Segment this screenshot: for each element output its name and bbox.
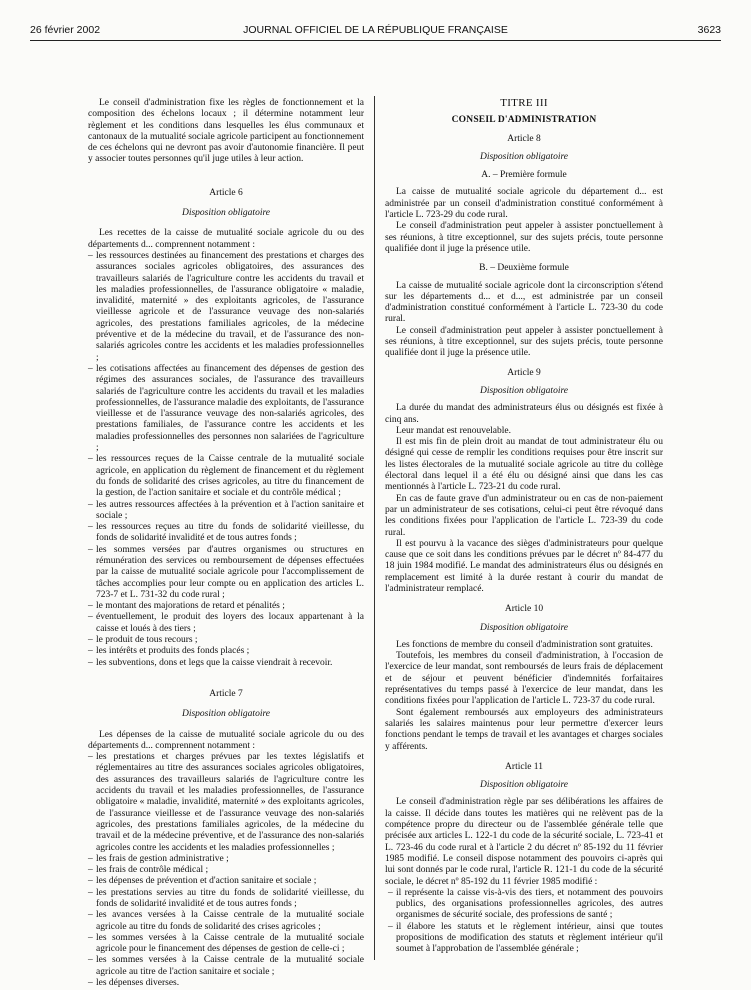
article-9-subheading: Disposition obligatoire bbox=[479, 385, 569, 396]
article-8-a-paragraph-2: Le conseil d'administration peut appeler à assister ponctuellement à ses réunions, à titre exceptionnel, sur des sujets précis, toute personne qualifiée dont il juge la présence utile. bbox=[385, 221, 663, 254]
titre-subheading: CONSEIL D'ADMINISTRATION bbox=[451, 115, 597, 126]
article-10-paragraph-1: Les fonctions de membre du conseil d'administration sont gratuites. bbox=[396, 639, 653, 650]
article-8-subheading: Disposition obligatoire bbox=[479, 151, 569, 162]
article-9-paragraph-3: Il est mis fin de plein droit au mandat de tout administrateur élu ou désigné qui cesse de remplir les conditions requises pour être inscrit sur les listes électorales de la mutualité sociale agricole au titre du collège électoral dans lequel il a été élu ou désigné ainsi que dans les cas mentionnés à l'article L. 723-21 du code rural. bbox=[385, 437, 663, 493]
list-item: – les avances versées à la Caisse centrale de la mutualité sociale agricole au titre du fonds de solidarité des crises agricoles ; bbox=[88, 910, 364, 933]
list-item: – les autres ressources affectées à la prévention et à l'action sanitaire et sociale ; bbox=[88, 500, 364, 523]
article-9-heading: Article 9 bbox=[507, 367, 541, 378]
article-11-list bbox=[385, 888, 663, 956]
article-9-paragraph-2: Leur mandat est renouvelable. bbox=[396, 425, 512, 436]
article-10-paragraph-2: Toutefois, les membres du conseil d'administration, à l'occasion de l'exercice de leur mandat, sont remboursés de leurs frais de déplacement et de séjour et peuvent bénéficier d'indemnités forfaitaires représentatives du temps passé à l'exercice de leur mandat, dans les conditions fixées pour l'application de l'article L. 723-37 du code rural. bbox=[385, 651, 663, 707]
list-item: – les sommes versées à la Caisse centrale de la mutualité sociale agricole au titre de l'action sanitaire et sociale ; bbox=[88, 955, 364, 978]
article-8-formula-a-heading: A. – Première formule bbox=[481, 170, 567, 181]
article-6-heading: Article 6 bbox=[209, 187, 243, 198]
article-8-formula-b-heading: B. – Deuxième formule bbox=[479, 263, 569, 274]
article-7-intro: Les dépenses de la caisse de mutualité sociale agricole du ou des départements d... comprennent notamment : bbox=[88, 729, 364, 751]
left-column bbox=[88, 98, 364, 989]
list-item: – le produit de tous recours ; bbox=[88, 635, 364, 646]
list-item: – les ressources reçues au titre du fonds de solidarité vieillesse, du fonds de solidarité invalidité et de tous autres fonds ; bbox=[88, 522, 364, 545]
article-9-paragraph-4: En cas de faute grave d'un administrateur ou en cas de non-paiement par un administrateur de ses cotisations, celui-ci peut être révoqué dans les conditions fixées pour l'application de l'article L. 723-39 du code rural. bbox=[385, 493, 663, 538]
header-page-number: 3623 bbox=[697, 24, 721, 36]
article-6-list bbox=[88, 251, 364, 669]
article-6-intro: Les recettes de la caisse de mutualité sociale agricole du ou des départements d... comprennent notamment : bbox=[88, 228, 364, 250]
running-header bbox=[30, 23, 721, 37]
list-item: – les cotisations affectées au financement des dépenses de gestion des régimes des assurances sociales, de l'assurance des travailleurs salariés de l'agriculture contre les accidents du travail et les maladies professionnelles, de l'assurance maladie des exploitants, de l'assurance vieillesse et de l'assurance veuvage des non-salariés agricoles, des prestations familiales, de l'assurance contre les accidents et les maladies professionnelles des personnes non salariées de l'agriculture ; bbox=[88, 364, 364, 454]
article-10-paragraph-3: Sont également remboursés aux employeurs des administrateurs salariés les salaires maintenus pour leur permettre d'exercer leurs fonctions pendant le temps de travail et les avantages et charges sociales y afférents. bbox=[385, 707, 663, 752]
article-7-list bbox=[88, 752, 364, 989]
article-11-paragraph-1: Le conseil d'administration règle par ses délibérations les affaires de la caisse. Il décide dans toutes les matières qui ne relèvent pas de la compétence propre du directeur ou de l'assemblée générale telle que précisée aux articles L. 122-1 du code de la sécurité sociale, L. 723-41 et L. 723-46 du code rural et à l'article 2 du décret nº 85-192 du 11 février 1985 modifié. Le conseil dispose notamment des pouvoirs ci-après qui lui sont donnés par le code rural, l'article R. 121-1 du code de la sécurité sociale, le décret nº 85-192 du 11 février 1985 modifié : bbox=[385, 797, 663, 887]
list-item: – le montant des majorations de retard et pénalités ; bbox=[88, 601, 364, 612]
article-7-subheading: Disposition obligatoire bbox=[181, 709, 271, 720]
header-date: 26 février 2002 bbox=[30, 24, 101, 36]
list-item: – les dépenses de prévention et d'action sanitaire et sociale ; bbox=[88, 876, 364, 887]
list-item: – les subventions, dons et legs que la caisse viendrait à recevoir. bbox=[88, 658, 364, 669]
titre-heading: TITRE III bbox=[500, 97, 548, 109]
article-8-a-paragraph-1: La caisse de mutualité sociale agricole du département d... est administrée par un conseil d'administration constitué conformément à l'article L. 723-29 du code rural. bbox=[385, 187, 663, 221]
list-item: – les prestations servies au titre du fonds de solidarité vieillesse, du fonds de solidarité invalidité et de tous autres fonds ; bbox=[88, 888, 364, 911]
list-item: – éventuellement, le produit des loyers des locaux appartenant à la caisse et loués à des tiers ; bbox=[88, 612, 364, 635]
list-item: – les sommes versées par d'autres organismes ou structures en rémunération des services ou remboursement de dépenses effectuées par la caisse de mutualité sociale agricole pour l'accomplissement de tâches accomplies pour leur compte ou en application des articles L. 723-7 et L. 731-32 du code rural ; bbox=[88, 545, 364, 601]
list-item: – les dépenses diverses. bbox=[88, 978, 364, 989]
header-rule bbox=[30, 40, 721, 41]
list-item: – les prestations et charges prévues par les textes législatifs et réglementaires au titre des assurances sociales agricoles obligatoires, des assurances des travailleurs salariés de l'agriculture contre les accidents du travail et les maladies professionnelles, de l'assurance obligatoire « maladie, invalidité, maternité » des exploitants agricoles, de l'assurance vieillesse et de l'assurance veuvage des non-salariés agricoles, des prestations familiales agricoles, de la médecine du travail et de la médecine préventive, et de l'assurance des non-salariés agricoles contre les accidents et les maladies professionnelles ; bbox=[88, 752, 364, 854]
article-11-heading: Article 11 bbox=[505, 761, 543, 772]
list-item: – il élabore les statuts et le règlement intérieur, ainsi que toutes propositions de modification des statuts et règlement intérieur qu'il soumet à l'approbation de l'assemblée générale ; bbox=[385, 922, 663, 956]
article-8-b-paragraph-1: La caisse de mutualité sociale agricole dont la circonscription s'étend sur les départements d... et d..., est administrée par un conseil d'administration constitué conformément à l'article L. 723-30 du code rural. bbox=[385, 280, 663, 325]
article-11-subheading: Disposition obligatoire bbox=[479, 780, 569, 791]
article-8-b-paragraph-2: Le conseil d'administration peut appeler à assister ponctuellement à ses réunions, à titre exceptionnel, sur des sujets précis, toute personne qualifiée dont il juge la présence utile. bbox=[385, 325, 663, 359]
article-9-paragraph-1: La durée du mandat des administrateurs élus ou désignés est fixée à cinq ans. bbox=[385, 403, 663, 425]
right-column bbox=[385, 98, 663, 956]
list-item: – les ressources destinées au financement des prestations et charges des assurances sociales agricoles obligatoires, des assurances des travailleurs salariés de l'agriculture contre les accidents du travail et les maladies professionnelles, de l'assurance obligatoire « maladie, invalidité, maternité » des exploitants agricoles, de l'assurance vieillesse agricole et de l'assurance veuvage des non-salariés agricoles, des prestations familiales agricoles, de la médecine préventive et de la médecine du travail, et de l'assurance des non-salariés agricoles contre les accidents et les maladies professionnelles ; bbox=[88, 251, 364, 364]
article-6-subheading: Disposition obligatoire bbox=[181, 208, 271, 219]
intro-paragraph: Le conseil d'administration fixe les règles de fonctionnement et la composition des échelons locaux ; il détermine notamment leur règlement et les conditions dans lesquelles les élus communaux et cantonaux de la mutualité sociale agricole participent au fonctionnement de ces échelons qui ne devront pas avoir d'autonomie financière. Il peut y associer toutes personnes qu'il juge utiles à leur action. bbox=[88, 98, 364, 165]
list-item: – les ressources reçues de la Caisse centrale de la mutualité sociale agricole, en application du règlement de financement et du règlement du fonds de solidarité des crises agricoles, au titre du financement de la gestion, de l'action sanitaire et sociale et du contrôle médical ; bbox=[88, 454, 364, 499]
article-7-heading: Article 7 bbox=[209, 688, 243, 699]
list-item: – les sommes versées à la Caisse centrale de la mutualité sociale agricole pour le financement des dépenses de gestion de celle-ci ; bbox=[88, 933, 364, 956]
article-10-subheading: Disposition obligatoire bbox=[479, 622, 569, 633]
article-10-heading: Article 10 bbox=[504, 604, 544, 615]
list-item: – les frais de contrôle médical ; bbox=[88, 865, 364, 876]
article-8-heading: Article 8 bbox=[507, 133, 541, 144]
article-9-paragraph-5: Il est pourvu à la vacance des sièges d'administrateurs pour quelque cause que ce soit dans les conditions prévues par le décret nº 84-477 du 18 juin 1984 modifié. Le mandat des administrateurs élus ou désignés en remplacement est limité à la durée restant à courir du mandat de l'administrateur remplacé. bbox=[385, 538, 663, 594]
column-divider bbox=[374, 96, 375, 960]
header-journal-title: JOURNAL OFFICIEL DE LA RÉPUBLIQUE FRANÇAISE bbox=[243, 24, 508, 36]
list-item: – les intérêts et produits des fonds placés ; bbox=[88, 646, 364, 657]
list-item: – il représente la caisse vis-à-vis des tiers, et notamment des pouvoirs publics, des organisations professionnelles agricoles, des autres organismes de sécurité sociale, des professions de santé ; bbox=[385, 888, 663, 922]
list-item: – les frais de gestion administrative ; bbox=[88, 854, 364, 865]
